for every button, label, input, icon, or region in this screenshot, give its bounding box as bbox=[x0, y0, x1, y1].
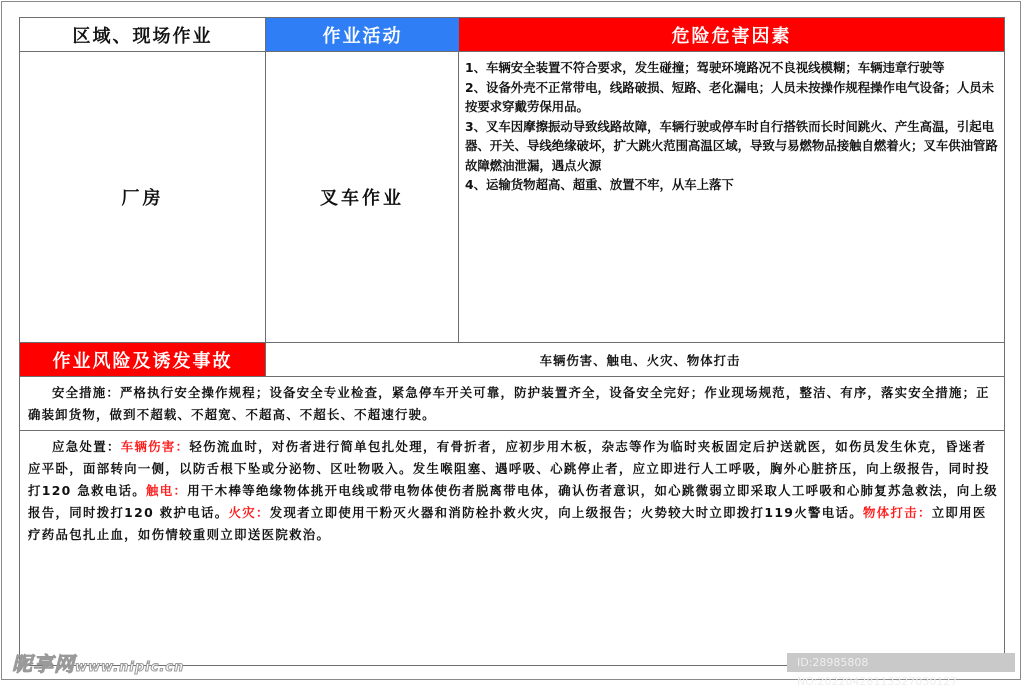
emergency-title-fire: 火灾： bbox=[228, 505, 270, 520]
hazard-item: 1、车辆安全装置不符合要求，发生碰撞；驾驶环境路况不良视线模糊；车辆违章行驶等 bbox=[465, 60, 945, 75]
emergency-text-vehicle: 轻伤流血时，对伤者进行简单包扎处理，有骨折者，应初步用木板，杂志等作为临时夹板固定后护送就医，如伤员发生休克，昏迷者应平卧，面部转向一侧，以防舌根下坠或分泌物、区吐物吸入。发生喉阻塞、遇呼吸、心跳停止者，应立即进行人工呼吸，胸外心脏挤压，向上级报告，同时投打120 急救电话。 bbox=[28, 439, 990, 498]
emergency-text-electric: 用干木棒等绝缘物体挑开电线或带电物体使伤者脱离带电体，确认伤者意识，如心跳微弱立即采取人工呼吸和心肺复苏急救法，向上级报告，同时拨打120 救护电话。 bbox=[28, 483, 998, 520]
hazard-item: 3、叉车因摩擦振动导致线路故障，车辆行驶或停车时自行搭铁而长时间跳火、产生高温，引起电器、开关、导线绝缘破坏，扩大跳火范围高温区域，导致与易燃物品接触自燃着火；叉车供油管路故障燃油泄漏，遇点火源 bbox=[465, 118, 998, 173]
safety-measures: 安全措施：严格执行安全操作规程；设备安全专业检查，紧急停车开关可靠，防护装置齐全，设备安全完好；作业现场规范，整洁、有序，落实安全措施；正确装卸货物，做到不超载、不超宽、不超高、不超长、不超速行驶。 bbox=[20, 377, 1004, 431]
header-area: 区域、现场作业 bbox=[20, 18, 266, 52]
hazard-item: 2、设备外壳不正常带电，线路破损、短路、老化漏电；人员未按操作规程操作电气设备；人员未按要求穿戴劳保用品。 bbox=[465, 79, 995, 114]
hazard-list bbox=[459, 52, 1004, 343]
watermark-id: ID:28985808 NO:20220428113327030127 bbox=[787, 653, 1015, 672]
emergency-response bbox=[20, 431, 1004, 665]
hazard-item: 4、运输货物超高、超重、放置不牢，从车上落下 bbox=[465, 177, 734, 192]
emergency-title-electric: 触电： bbox=[146, 483, 188, 498]
activity-cell: 叉车作业 bbox=[266, 52, 459, 343]
emergency-title-object: 物体打击： bbox=[862, 505, 932, 520]
header-activity: 作业活动 bbox=[266, 18, 459, 52]
risk-notice-table bbox=[19, 17, 1005, 666]
watermark-url: www.nipic.cn bbox=[75, 660, 185, 675]
emergency-title-vehicle: 车辆伤害： bbox=[120, 439, 190, 454]
header-hazard: 危险危害因素 bbox=[459, 18, 1004, 52]
risk-label: 作业风险及诱发事故 bbox=[20, 343, 266, 377]
emergency-text-fire: 发现者立即使用干粉灭火器和消防栓扑救火灾，向上级报告；火势较大时立即拨打119火警电话。 bbox=[269, 505, 863, 520]
emergency-prefix: 应急处置： bbox=[52, 439, 121, 454]
emergency-text-object: 立即用医疗药品包扎止血，如伤情较重则立即送医院救治。 bbox=[28, 505, 987, 542]
area-cell: 厂房 bbox=[20, 52, 266, 343]
risk-value: 车辆伤害、触电、火灾、物体打击 bbox=[266, 343, 1004, 377]
watermark-logo bbox=[12, 648, 184, 677]
watermark-logo-text: 昵享网 bbox=[12, 652, 75, 676]
